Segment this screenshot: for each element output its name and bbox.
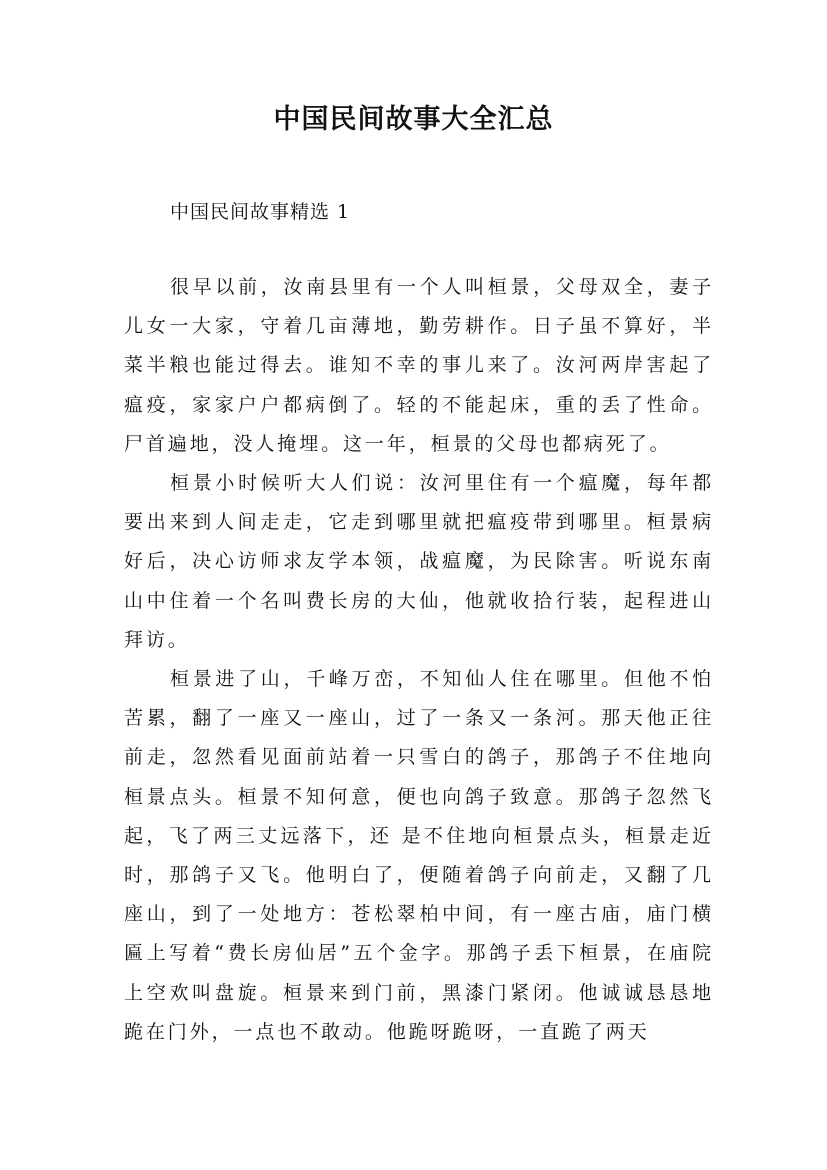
story-paragraph-3: 桓景进了山，千峰万峦，不知仙人住在哪里。但他不怕苦累，翻了一座又一座山，过了一条又一条河。那天他正往前走，忽然看见面前站着一只雪白的鸽子，那鸽子不住地向桓景点头。桓景不知何意，便也向鸽子致意。那鸽子忽然飞起，飞了两三丈远落下，还 是不住地向桓景点头，桓景走近时，那鸽子又飞。他明白了，便随着鸽子向前走，又翻了几座山，到了一处地方：苍松翠柏中间，有一座古庙，庙门横匾上写着“费长房仙居”五个金字。那鸽子丢下桓景，在庙院上空欢叫盘旋。桓景来到门前，黑漆门紧闭。他诚诚恳恳地跪在门外，一点也不敢动。他跪呀跪呀，一直跪了两天 xyxy=(124,668,714,1043)
story-paragraph-2: 桓景小时候听大人们说：汝河里住有一个瘟魔，每年都要出来到人间走走，它走到哪里就把瘟疫带到哪里。桓景病好后，决心访师求友学本领，战瘟魔，为民除害。听说东南山中住着一个名叫费长房的大仙，他就收拾行装，起程进山拜访。 xyxy=(124,472,714,651)
section-heading: 中国民间故事精选 1 xyxy=(170,201,351,223)
document-title: 中国民间故事大全汇总 xyxy=(273,104,554,135)
story-body xyxy=(124,268,714,1052)
story-paragraph-1: 很早以前，汝南县里有一个人叫桓景，父母双全，妻子儿女一大家，守着几亩薄地，勤劳耕作。日子虽不算好，半菜半粮也能过得去。谁知不幸的事儿来了。汝河两岸害起了瘟疫，家家户户都病倒了。轻的不能起床，重的丢了性命。尸首遍地，没人掩埋。这一年，桓景的父母也都病死了。 xyxy=(124,276,714,455)
